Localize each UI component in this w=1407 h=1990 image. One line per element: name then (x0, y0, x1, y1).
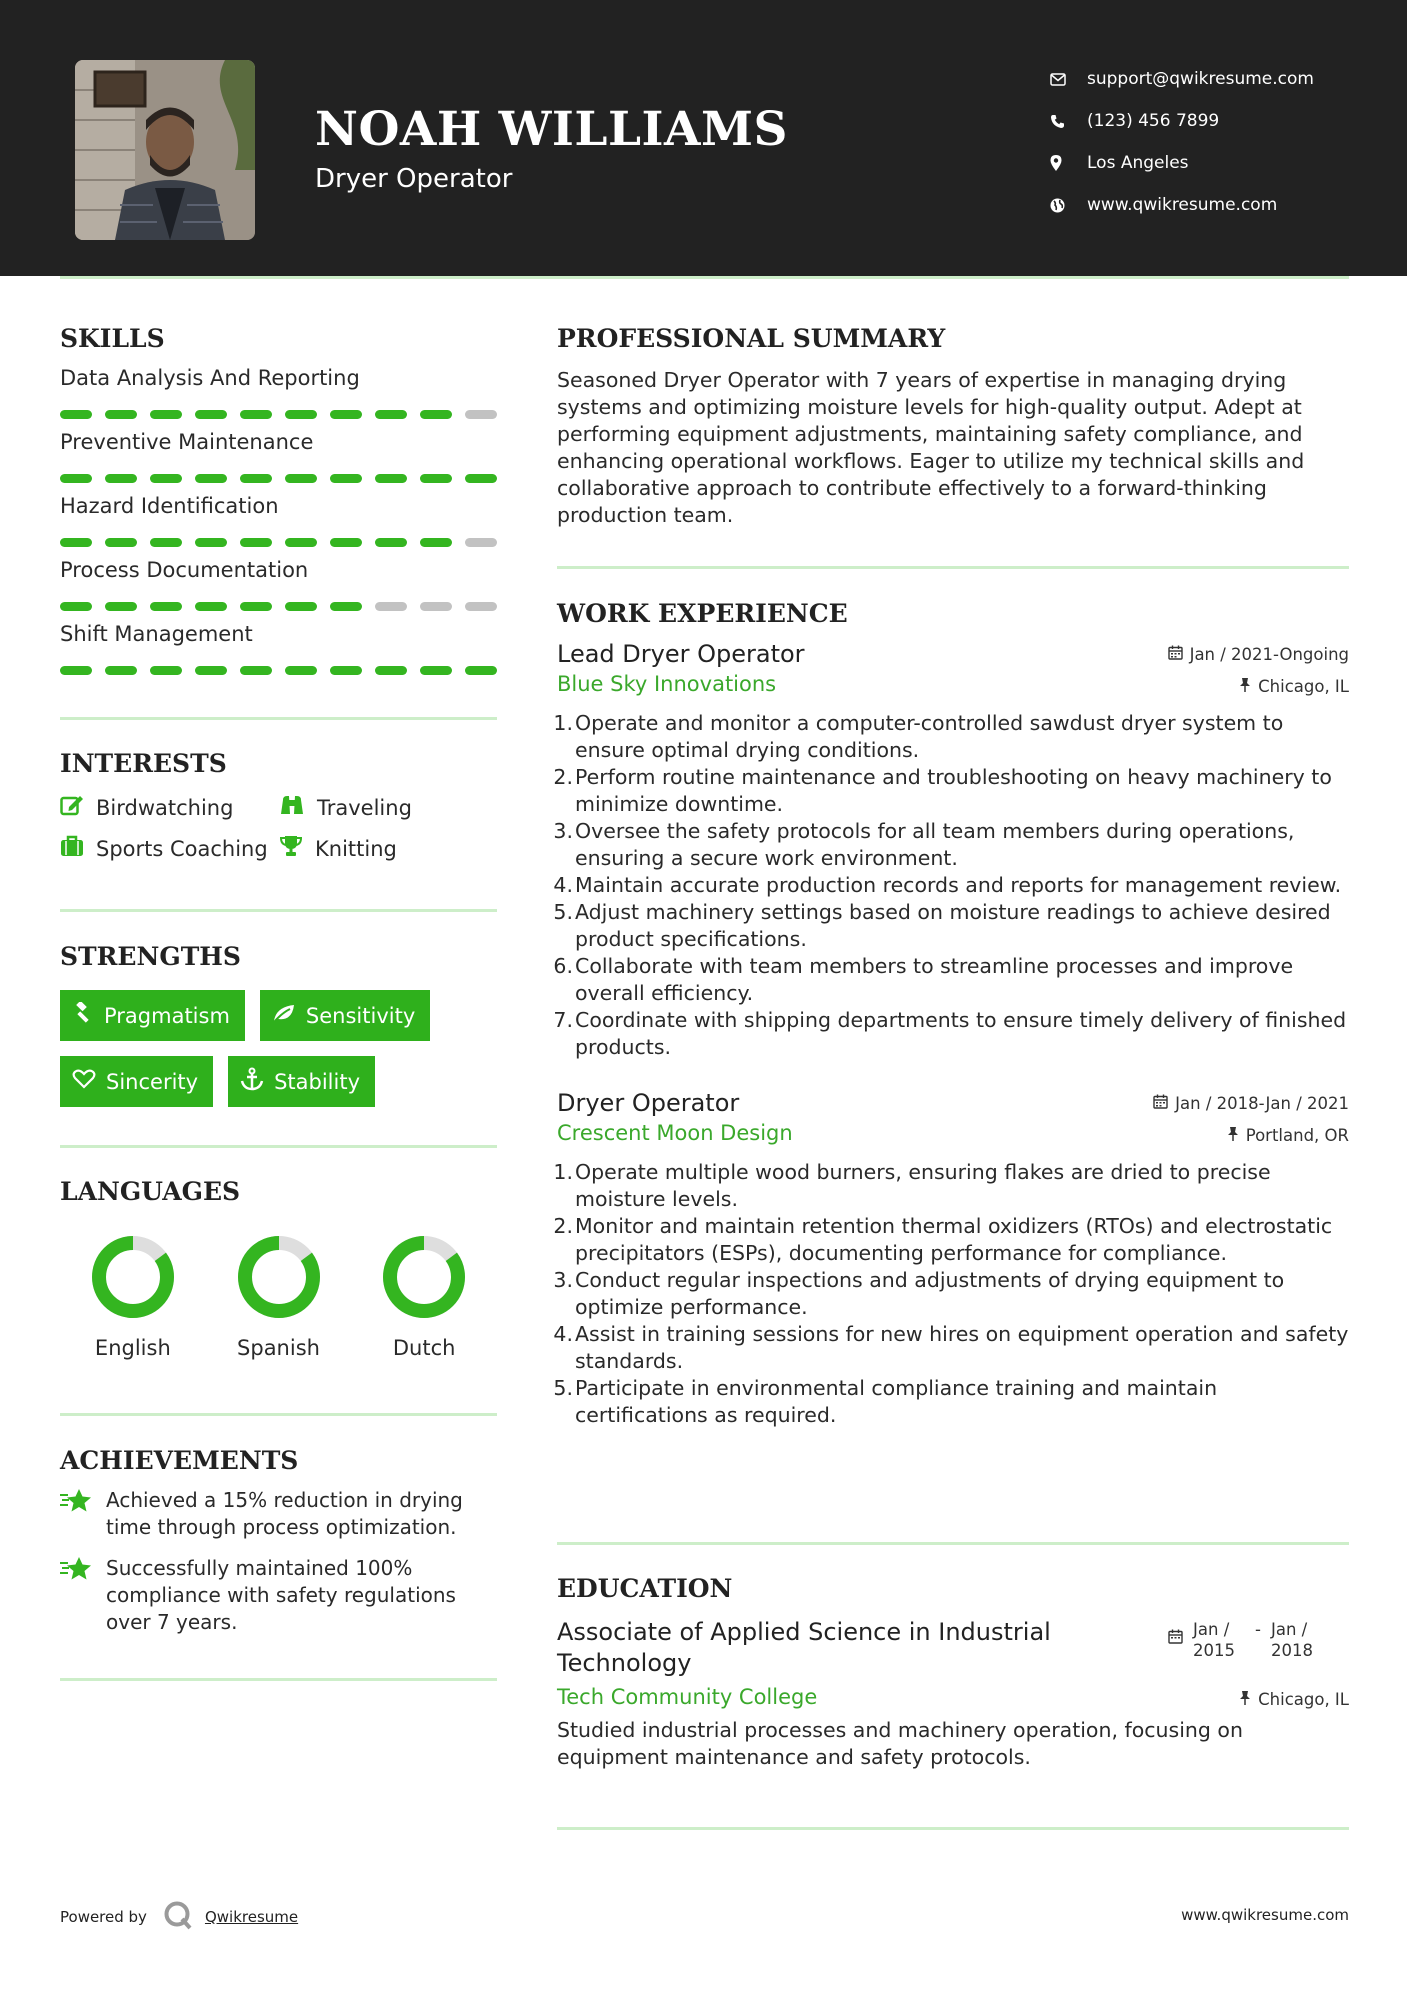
job-title: Dryer Operator (557, 1089, 740, 1117)
skill-level-dot-filled (195, 474, 227, 483)
calendar-icon (1168, 1629, 1183, 1648)
skill-level-dot-filled (105, 666, 137, 675)
skill-level-dot-filled (195, 602, 227, 611)
job-entry (557, 1089, 1349, 1429)
contact-website[interactable] (1050, 184, 1314, 226)
skill-level-dot-filled (465, 666, 497, 675)
school-location-text: Chicago, IL (1258, 1690, 1349, 1709)
globe-icon (1050, 198, 1087, 213)
star-icon (60, 1487, 94, 1541)
languages-list (60, 1232, 497, 1360)
footer-website[interactable]: www.qwikresume.com (1181, 1906, 1349, 1924)
duty-item: Operate multiple wood burners, ensuring flakes are dried to precise moisture levels. (575, 1160, 1271, 1211)
skill-level-dot-filled (105, 410, 137, 419)
skill-level-dot-empty (465, 538, 497, 547)
duty-item: Monitor and maintain retention thermal oxidizers (RTOs) and electrostatic precipitators (ESPs), documenting performance for compliance. (575, 1214, 1333, 1265)
skill-level-dot-filled (375, 410, 407, 419)
achievement-text: Achieved a 15% reduction in drying time through process optimization. (106, 1488, 463, 1539)
map-marker-icon (1050, 155, 1087, 171)
interest-label: Traveling (317, 795, 412, 820)
achievements-section (60, 1446, 497, 1648)
candidate-title: Dryer Operator (315, 164, 513, 194)
skill-level-dot-filled (375, 474, 407, 483)
interest-label: Knitting (315, 836, 397, 861)
skill-level-dot-filled (240, 666, 272, 675)
section-title-achievements: ACHIEVEMENTS (60, 1446, 299, 1475)
strength-badge (60, 990, 245, 1041)
header-divider (60, 276, 1349, 279)
job-duties (557, 1159, 1349, 1429)
skill-level-dot-filled (60, 474, 92, 483)
job-location (1227, 1126, 1349, 1145)
education-header (557, 1617, 1349, 1679)
skill-level-dot-filled (60, 410, 92, 419)
candidate-name: NOAH WILLIAMS (315, 102, 788, 157)
anchor-icon (240, 1067, 264, 1096)
skill-name: Data Analysis And Reporting (60, 366, 360, 390)
section-divider (60, 909, 497, 912)
summary-text: Seasoned Dryer Operator with 7 years of expertise in managing drying systems and optimizing moisture levels for high-quality output. Adept at performing equipment adjustments, maintaining safety compliance, and enhancing operational workflows. Eager to utilize my technical skills and collaborative approach to contribute effectively to a forward-thinking production team. (557, 368, 1305, 527)
strength-label: Sensitivity (305, 1003, 416, 1028)
skill-level-dot-filled (285, 602, 317, 611)
duty-item: Perform routine maintenance and troubleshooting on heavy machinery to minimize downtime. (575, 765, 1332, 816)
language-item (351, 1232, 497, 1360)
achievements-list (60, 1487, 497, 1636)
strength-label: Sincerity (106, 1069, 199, 1094)
skill-level-bar (60, 460, 497, 494)
gavel-icon (72, 1002, 94, 1029)
strength-badge (228, 1056, 375, 1107)
pushpin-icon (1227, 1126, 1239, 1145)
skill-name: Process Documentation (60, 558, 309, 582)
skill-level-dot-filled (285, 410, 317, 419)
skill-level-dot-filled (105, 474, 137, 483)
skill-level-dot-empty (375, 602, 407, 611)
trophy-icon (279, 835, 303, 862)
job-subheader (557, 1121, 1349, 1145)
section-title-interests: INTERESTS (60, 749, 227, 778)
suitcase-icon (60, 835, 84, 862)
skill-level-dot-empty (465, 602, 497, 611)
binoculars-icon (279, 794, 305, 821)
contact-website-text: www.qwikresume.com (1087, 195, 1278, 215)
job-entry (557, 640, 1349, 1061)
skill-level-dot-filled (285, 474, 317, 483)
contact-info (1050, 58, 1314, 226)
skill-level-bar (60, 652, 497, 686)
skill-level-bar (60, 588, 497, 622)
section-divider (60, 1678, 497, 1681)
section-title-education: EDUCATION (557, 1574, 733, 1603)
job-date-text: Jan / 2021-Ongoing (1189, 645, 1349, 664)
contact-phone[interactable] (1050, 100, 1314, 142)
skill-level-dot-filled (105, 538, 137, 547)
job-header (557, 1089, 1349, 1117)
language-name: English (94, 1336, 171, 1360)
company-name: Blue Sky Innovations (557, 672, 777, 696)
duty-item: Operate and monitor a computer-controlled sawdust dryer system to ensure optimal drying conditions. (575, 711, 1284, 762)
education-subheader (557, 1685, 1349, 1709)
job-date-text: Jan / 2018-Jan / 2021 (1175, 1094, 1349, 1113)
pencil-square-icon (60, 794, 84, 821)
education-start: Jan / 2015 (1193, 1620, 1236, 1660)
duty-item: Coordinate with shipping departments to ensure timely delivery of finished products. (575, 1008, 1347, 1059)
language-proficiency-ring (88, 1232, 178, 1322)
duty-item: Collaborate with team members to streamline processes and improve overall efficiency. (575, 954, 1294, 1005)
section-divider (557, 1827, 1349, 1830)
achievement-item (60, 1555, 497, 1636)
job-location (1239, 677, 1349, 696)
company-name: Crescent Moon Design (557, 1121, 793, 1145)
star-icon (60, 1555, 94, 1636)
skill-level-dot-filled (60, 538, 92, 547)
education-description: Studied industrial processes and machinery operation, focusing on equipment maintenance and safety protocols. (557, 1718, 1243, 1769)
strength-label: Stability (274, 1069, 361, 1094)
skill-level-dot-filled (330, 538, 362, 547)
achievement-item (60, 1487, 497, 1541)
interests-list (60, 794, 497, 862)
skill-level-dot-filled (150, 410, 182, 419)
section-divider (557, 1542, 1349, 1545)
job-duties (557, 710, 1349, 1061)
contact-email-text: support@qwikresume.com (1087, 69, 1314, 89)
skill-level-dot-filled (420, 474, 452, 483)
skill-level-dot-filled (285, 538, 317, 547)
skill-level-dot-filled (420, 410, 452, 419)
skill-level-bar (60, 396, 497, 430)
skill-item (60, 366, 497, 430)
job-date (1168, 645, 1349, 664)
languages-section (60, 1177, 497, 1360)
interest-item (60, 794, 279, 821)
degree-title: Associate of Applied Science in Industrial Technology (557, 1618, 1051, 1677)
skill-level-dot-filled (240, 538, 272, 547)
job-header (557, 640, 1349, 668)
skill-level-dot-filled (330, 474, 362, 483)
skill-name: Shift Management (60, 622, 253, 646)
job-location-text: Chicago, IL (1258, 677, 1349, 696)
language-item (206, 1232, 352, 1360)
profile-photo (75, 60, 255, 240)
skill-name: Preventive Maintenance (60, 430, 314, 454)
skills-section (60, 324, 497, 686)
duty-item: Maintain accurate production records and reports for management review. (575, 873, 1342, 897)
skill-level-dot-filled (195, 666, 227, 675)
pushpin-icon (1239, 677, 1251, 696)
pushpin-icon (1239, 1690, 1251, 1709)
skill-level-dot-filled (375, 538, 407, 547)
leaf-icon (272, 1003, 296, 1028)
language-name: Dutch (392, 1336, 456, 1360)
qwikresume-link[interactable]: Qwikresume (204, 1908, 299, 1926)
duty-item: Assist in training sessions for new hires on equipment operation and safety standards. (575, 1322, 1349, 1373)
school-location (1239, 1690, 1349, 1709)
job-subheader (557, 672, 1349, 696)
duty-item: Conduct regular inspections and adjustments of drying equipment to optimize performance. (575, 1268, 1285, 1319)
phone-icon (1050, 114, 1087, 129)
contact-phone-text: (123) 456 7899 (1087, 111, 1220, 131)
skill-level-dot-empty (465, 410, 497, 419)
envelope-icon (1050, 73, 1087, 86)
contact-email[interactable] (1050, 58, 1314, 100)
language-proficiency-ring (234, 1232, 324, 1322)
interest-label: Sports Coaching (96, 836, 268, 861)
job-date (1153, 1094, 1349, 1113)
education-section (557, 1574, 1349, 1771)
skill-item (60, 494, 497, 558)
section-title-summary: PROFESSIONAL SUMMARY (557, 324, 946, 353)
skill-level-dot-filled (285, 666, 317, 675)
skill-level-dot-filled (330, 666, 362, 675)
skill-level-dot-filled (150, 474, 182, 483)
skill-name: Hazard Identification (60, 494, 279, 518)
skill-level-dot-filled (420, 666, 452, 675)
skill-level-dot-filled (240, 410, 272, 419)
heart-icon (72, 1069, 96, 1094)
contact-location (1050, 142, 1314, 184)
section-title-strengths: STRENGTHS (60, 942, 241, 971)
skill-level-dot-empty (420, 602, 452, 611)
school-name: Tech Community College (557, 1685, 818, 1709)
interest-item (60, 835, 279, 862)
experience-section (557, 599, 1349, 1429)
strength-label: Pragmatism (104, 1003, 230, 1028)
strength-badge (260, 990, 430, 1041)
skill-level-dot-filled (375, 666, 407, 675)
skill-level-dot-filled (195, 410, 227, 419)
duty-item: Oversee the safety protocols for all team members during operations, ensuring a secure work environment. (575, 819, 1295, 870)
summary-section (557, 324, 1349, 529)
strengths-section (60, 942, 497, 1107)
job-title: Lead Dryer Operator (557, 640, 805, 668)
skill-level-dot-filled (60, 602, 92, 611)
language-name: Spanish (237, 1336, 320, 1360)
skill-item (60, 430, 497, 494)
skill-level-dot-filled (60, 666, 92, 675)
section-title-languages: LANGUAGES (60, 1177, 241, 1206)
skill-level-dot-filled (420, 538, 452, 547)
section-divider (60, 1145, 497, 1148)
interest-item (279, 835, 479, 862)
contact-location-text: Los Angeles (1087, 153, 1189, 173)
skill-level-dot-filled (330, 602, 362, 611)
skill-level-dot-filled (330, 410, 362, 419)
language-item (60, 1232, 206, 1360)
language-proficiency-ring (379, 1232, 469, 1322)
duty-item: Adjust machinery settings based on moisture readings to achieve desired product specifications. (575, 900, 1331, 951)
duty-item: Participate in environmental compliance training and maintain certifications as required. (575, 1376, 1218, 1427)
skill-level-dot-filled (195, 538, 227, 547)
section-divider (60, 717, 497, 720)
interests-section (60, 749, 497, 862)
job-location-text: Portland, OR (1245, 1126, 1349, 1145)
skill-level-bar (60, 524, 497, 558)
skill-level-dot-filled (240, 474, 272, 483)
qwikresume-logo-icon (163, 1900, 193, 1934)
calendar-icon (1168, 645, 1183, 664)
calendar-icon (1153, 1094, 1168, 1113)
strengths-list (60, 990, 497, 1107)
date-separator: - (1255, 1620, 1261, 1639)
interest-label: Birdwatching (96, 795, 234, 820)
skill-level-dot-filled (240, 602, 272, 611)
powered-by-text: Powered by (60, 1908, 147, 1926)
interest-item (279, 794, 479, 821)
resume-header (0, 0, 1407, 276)
skill-level-dot-filled (150, 602, 182, 611)
education-dates (1168, 1619, 1319, 1661)
section-title-skills: SKILLS (60, 324, 165, 353)
section-title-experience: WORK EXPERIENCE (557, 599, 848, 628)
skill-level-dot-filled (465, 474, 497, 483)
skill-level-dot-filled (150, 666, 182, 675)
skill-item (60, 558, 497, 622)
section-divider (557, 566, 1349, 569)
skills-list (60, 366, 497, 686)
skill-level-dot-filled (105, 602, 137, 611)
achievement-text: Successfully maintained 100% compliance with safety regulations over 7 years. (106, 1556, 456, 1634)
footer-powered-by (60, 1900, 298, 1934)
strength-badge (60, 1056, 213, 1107)
skill-level-dot-filled (150, 538, 182, 547)
skill-item (60, 622, 497, 686)
education-end: Jan / 2018 (1271, 1620, 1313, 1660)
section-divider (60, 1413, 497, 1416)
